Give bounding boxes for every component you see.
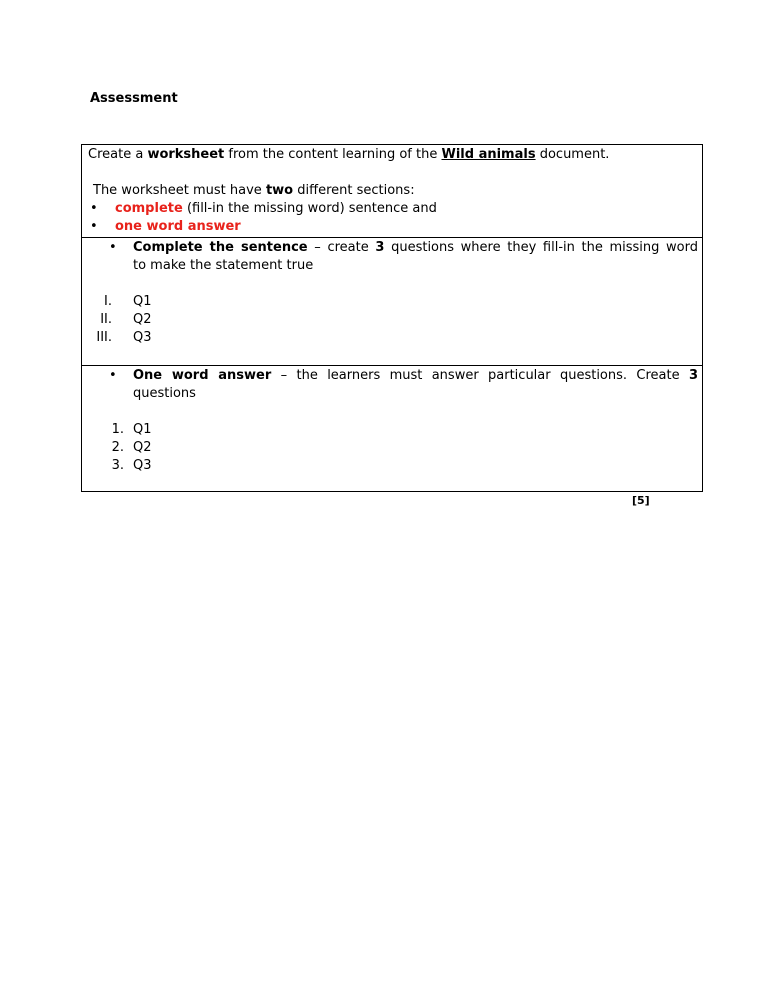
bullet-icon: • [109,240,117,255]
list-marker: 3. [111,458,124,473]
intro-line-2 [93,182,415,200]
desc-text: the learners must answer particular questions. Create [296,368,680,383]
intro-text: The worksheet must have [93,183,262,198]
complete-sentence-desc [133,239,698,257]
intro-bullet-2 [115,218,241,236]
complete-sentence-section [82,237,702,365]
bullet-icon: • [90,201,98,216]
list-item: Q3 [133,458,152,473]
bullet-icon: • [109,368,117,383]
list-item: Q2 [133,440,152,455]
intro-text: from the content learning of the [228,147,438,162]
list-marker: 1. [111,422,124,437]
list-item: Q1 [133,294,152,309]
wild-animals-term: Wild animals [441,147,536,162]
intro-text: document. [539,147,610,162]
desc-text: create [327,240,369,255]
intro-text: Create a [88,147,144,162]
bullet-icon: • [90,219,98,234]
one-word-answer-section [82,365,702,491]
list-marker: II. [100,312,112,327]
question-count: 3 [688,368,698,383]
list-marker: I. [104,294,112,309]
page-title: Assessment [90,91,178,106]
intro-bullet-1 [115,200,437,218]
list-marker: III. [96,330,112,345]
marks-total: [5] [632,494,650,507]
one-word-answer-term: one word answer [115,219,241,234]
intro-bullet-text: (fill-in the missing word) sentence and [186,201,437,216]
intro-section [82,145,702,237]
one-word-answer-desc-line2: questions [133,386,196,401]
complete-sentence-desc-line2: to make the statement true [133,258,314,273]
intro-text: different sections: [297,183,415,198]
question-count: 3 [375,240,385,255]
intro-line-1 [88,146,609,164]
list-item: Q2 [133,312,152,327]
two-term: two [265,183,294,198]
assessment-box [81,144,703,492]
list-item: Q1 [133,422,152,437]
dash: – [280,368,288,383]
list-item: Q3 [133,330,152,345]
section-title: One word answer [133,368,272,383]
worksheet-term: worksheet [147,147,225,162]
desc-text: questions where they fill-in the missing word [391,240,699,255]
complete-term: complete [115,201,183,216]
list-marker: 2. [111,440,124,455]
dash: – [314,240,321,255]
one-word-answer-desc [133,367,698,385]
section-title: Complete the sentence [133,240,308,255]
